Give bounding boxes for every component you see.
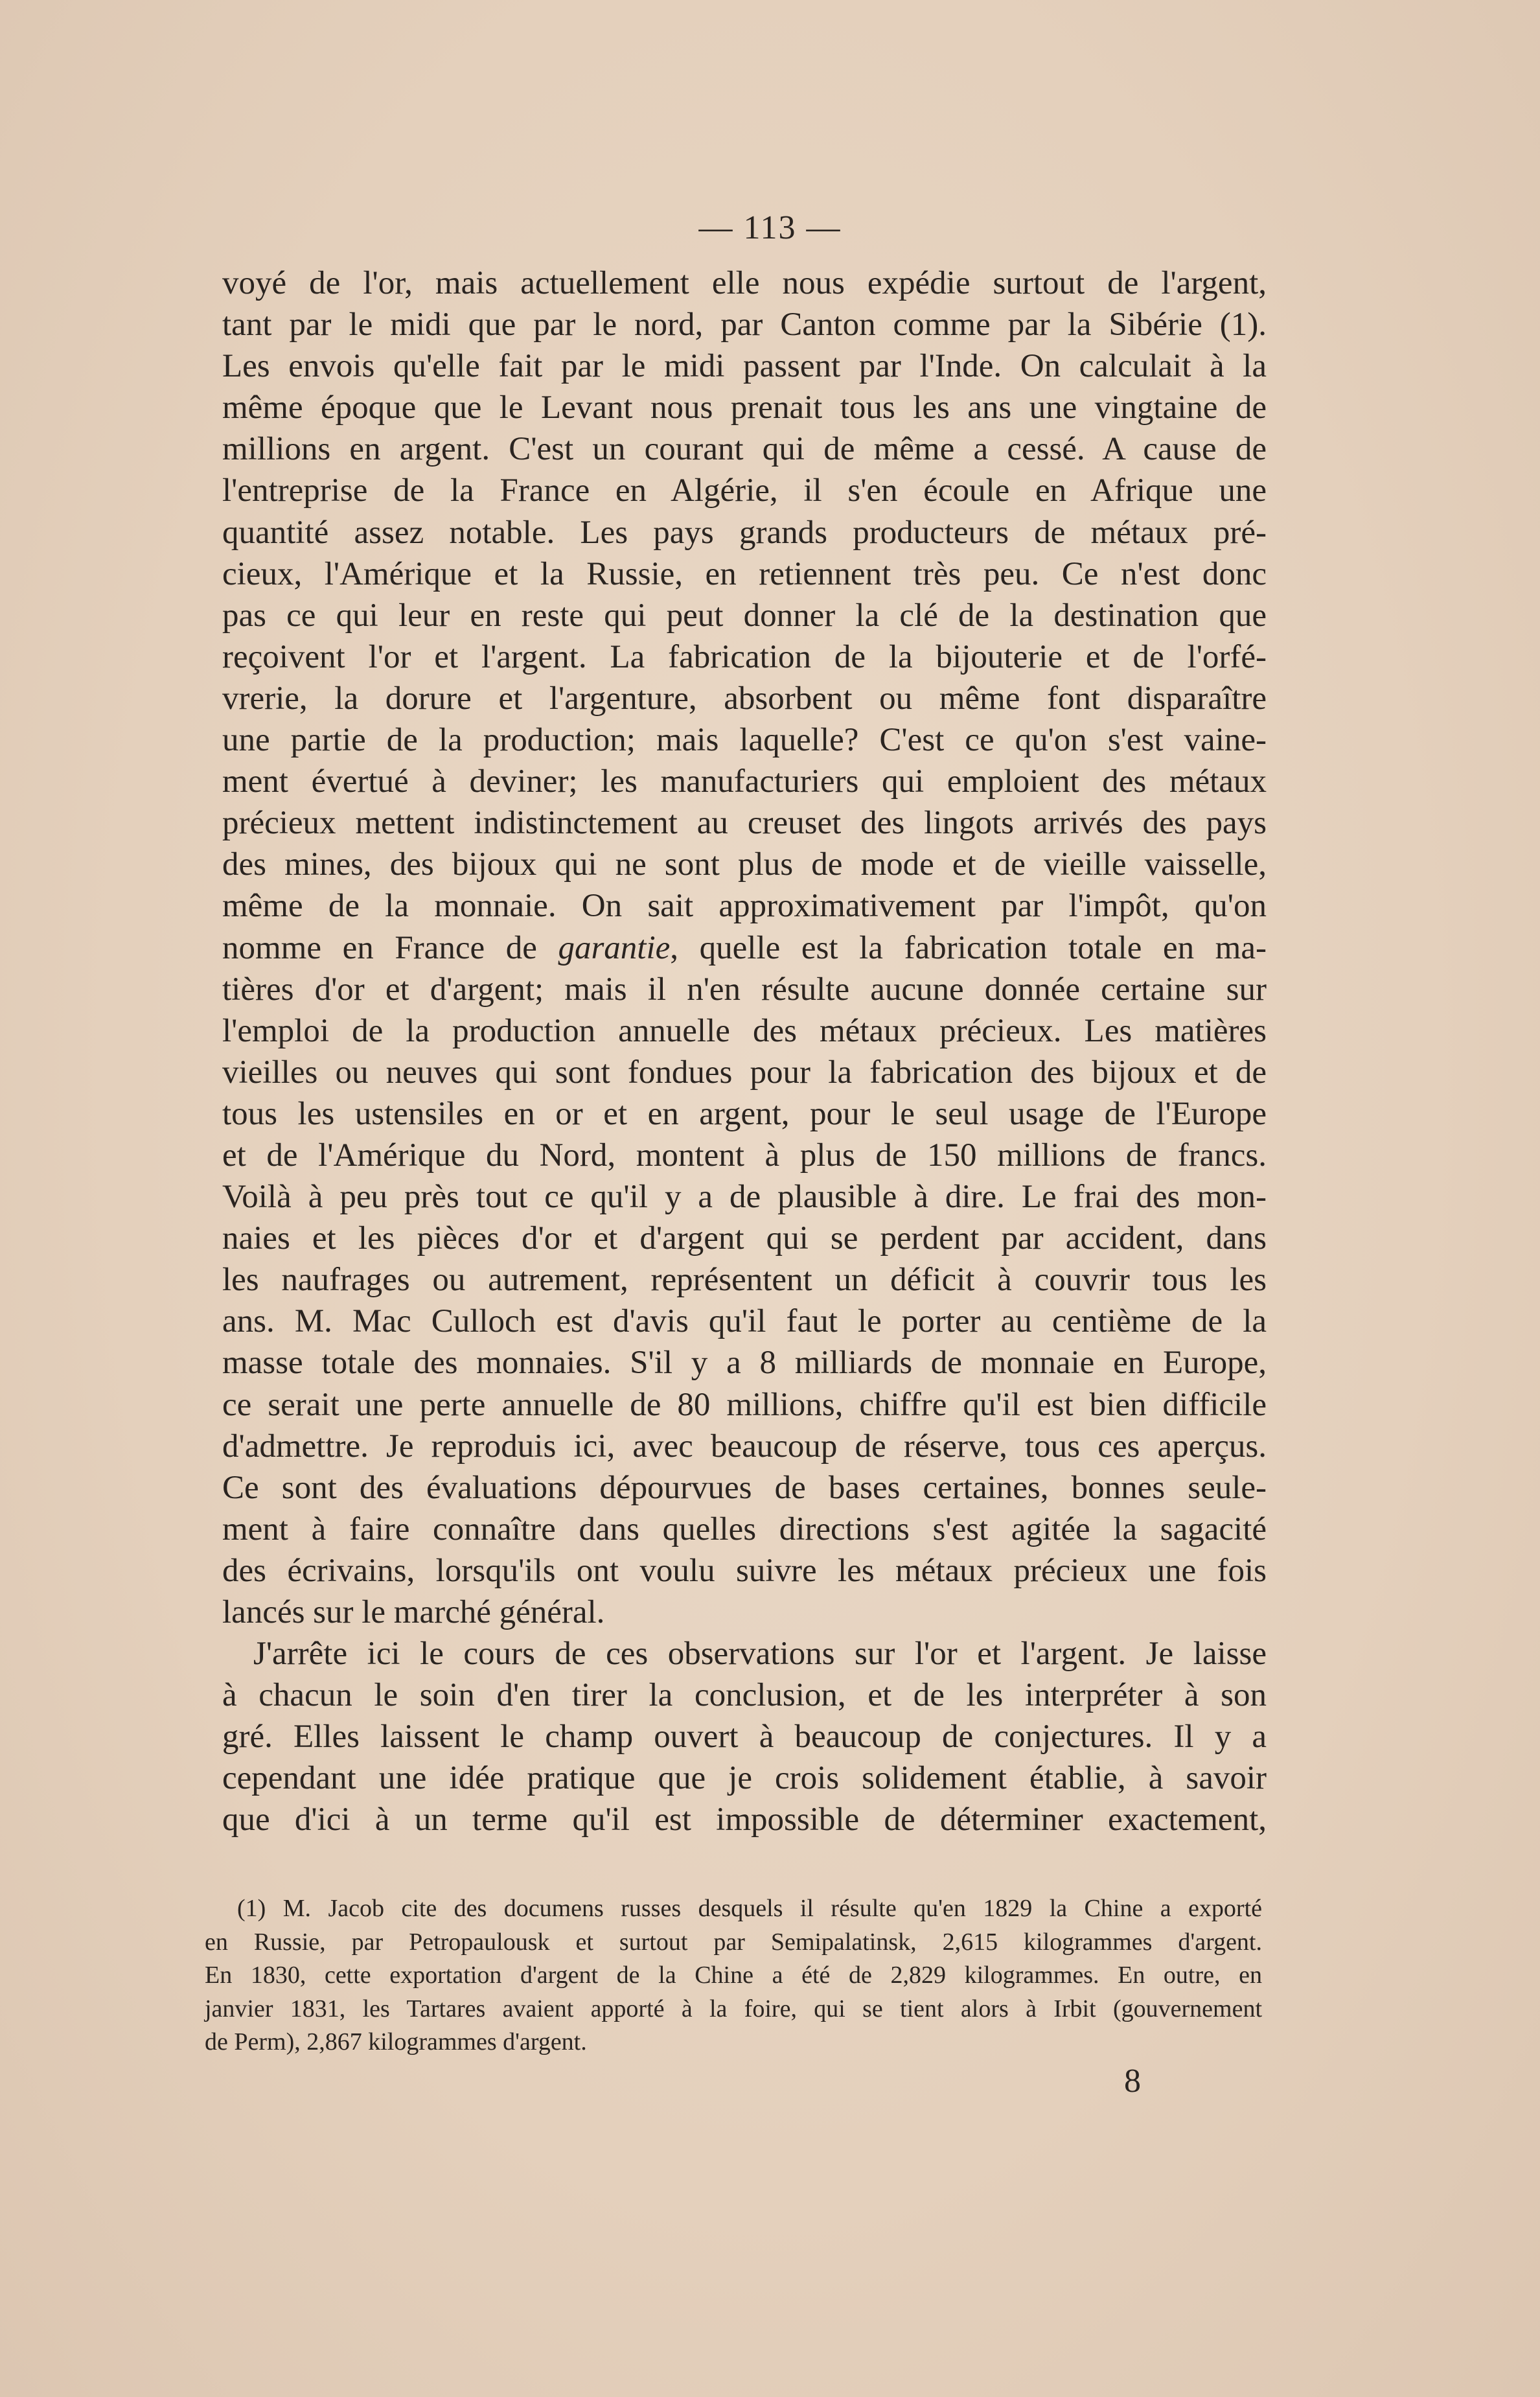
text-line: et de l'Amérique du Nord, montent à plus de 150 millions de francs. [222, 1137, 1267, 1174]
text-line: d'admettre. Je reproduis ici, avec beaucoup de réserve, tous ces aperçus. [222, 1428, 1267, 1465]
text-line: vrerie, la dorure et l'argenture, absorbent ou même font disparaître [222, 680, 1267, 717]
text-line: ment évertué à deviner; les manufacturiers qui emploient des métaux [222, 763, 1267, 800]
text-line: J'arrête ici le cours de ces observations sur l'or et l'argent. Je laisse [253, 1636, 1267, 1673]
footnote-line: janvier 1831, les Tartares avaient apporté à la foire, qui se tient alors à Irbit (gouvernement [205, 1995, 1262, 2022]
footnote-line: (1) M. Jacob cite des documens russes desquels il résulte qu'en 1829 la Chine a exporté [237, 1895, 1262, 1922]
text-line: ment à faire connaître dans quelles directions s'est agitée la sagacité [222, 1511, 1267, 1547]
text-line: tant par le midi que par le nord, par Canton comme par la Sibérie (1). [222, 307, 1267, 343]
text-line: Ce sont des évaluations dépourvues de bases certaines, bonnes seule- [222, 1469, 1267, 1506]
page-number: — 113 — [698, 209, 842, 246]
text-line: naies et les pièces d'or et d'argent qui se perdent par accident, dans [222, 1220, 1267, 1257]
text-line: cieux, l'Amérique et la Russie, en retiennent très peu. Ce n'est donc [222, 555, 1267, 592]
body-text [222, 262, 1267, 1841]
text-line: l'emploi de la production annuelle des métaux précieux. Les matières [222, 1012, 1267, 1049]
text-line: que d'ici à un terme qu'il est impossible de déterminer exactement, [222, 1801, 1267, 1838]
text-line: cependant une idée pratique que je crois solidement établie, à savoir [222, 1760, 1267, 1797]
footnote-line: En 1830, cette exportation d'argent de la Chine a été de 2,829 kilogrammes. En outre, en [205, 1962, 1262, 1989]
signature-mark: 8 [1124, 2063, 1141, 2100]
text-line: à chacun le soin d'en tirer la conclusion, et de les interpréter à son [222, 1677, 1267, 1714]
text-line: Les envois qu'elle fait par le midi passent par l'Inde. On calculait à la [222, 348, 1267, 385]
text-line: même époque que le Levant nous prenait tous les ans une vingtaine de [222, 389, 1267, 426]
text-line: des écrivains, lorsqu'ils ont voulu suivre les métaux précieux une fois [222, 1552, 1267, 1589]
text-line: voyé de l'or, mais actuellement elle nous expédie surtout de l'argent, [222, 265, 1267, 301]
footnote-line: en Russie, par Petropaulousk et surtout par Semipalatinsk, 2,615 kilogrammes d'argent. [205, 1928, 1262, 1956]
text-line: ans. M. Mac Culloch est d'avis qu'il faut le porter au centième de la [222, 1303, 1267, 1340]
emphasis: garantie [558, 929, 671, 966]
text-line: vieilles ou neuves qui sont fondues pour la fabrication des bijoux et de [222, 1054, 1267, 1091]
text-line: l'entreprise de la France en Algérie, il s'en écoule en Afrique une [222, 472, 1267, 509]
text-line: Voilà à peu près tout ce qu'il y a de plausible à dire. Le frai des mon- [222, 1179, 1267, 1216]
text-line: masse totale des monnaies. S'il y a 8 milliards de monnaie en Europe, [222, 1345, 1267, 1382]
text-line: une partie de la production; mais laquelle? C'est ce qu'on s'est vaine- [222, 722, 1267, 759]
text-line: des mines, des bijoux qui ne sont plus de mode et de vieille vaisselle, [222, 846, 1267, 883]
footnote [205, 1892, 1262, 2059]
text-line: ce serait une perte annuelle de 80 millions, chiffre qu'il est bien difficile [222, 1386, 1267, 1423]
text-line: tous les ustensiles en or et en argent, pour le seul usage de l'Europe [222, 1095, 1267, 1132]
text-line: les naufrages ou autrement, représentent un déficit à couvrir tous les [222, 1262, 1267, 1299]
text-line: reçoivent l'or et l'argent. La fabrication de la bijouterie et de l'orfé- [222, 638, 1267, 675]
footnote-line: de Perm), 2,867 kilogrammes d'argent. [205, 2028, 587, 2055]
text-line: nomme en France de garantie, quelle est la fabrication totale en ma- [222, 929, 1267, 966]
text-line: précieux mettent indistinctement au creuset des lingots arrivés des pays [222, 805, 1267, 842]
text-line: millions en argent. C'est un courant qui de même a cessé. A cause de [222, 431, 1267, 468]
text-line: gré. Elles laissent le champ ouvert à beaucoup de conjectures. Il y a [222, 1719, 1267, 1755]
text-line: lancés sur le marché général. [222, 1594, 605, 1630]
text-line: pas ce qui leur en reste qui peut donner la clé de la destination que [222, 597, 1267, 634]
text-line: quantité assez notable. Les pays grands producteurs de métaux pré- [222, 514, 1267, 551]
text-line: tières d'or et d'argent; mais il n'en résulte aucune donnée certaine sur [222, 971, 1267, 1008]
text-line: même de la monnaie. On sait approximativement par l'impôt, qu'on [222, 888, 1267, 925]
